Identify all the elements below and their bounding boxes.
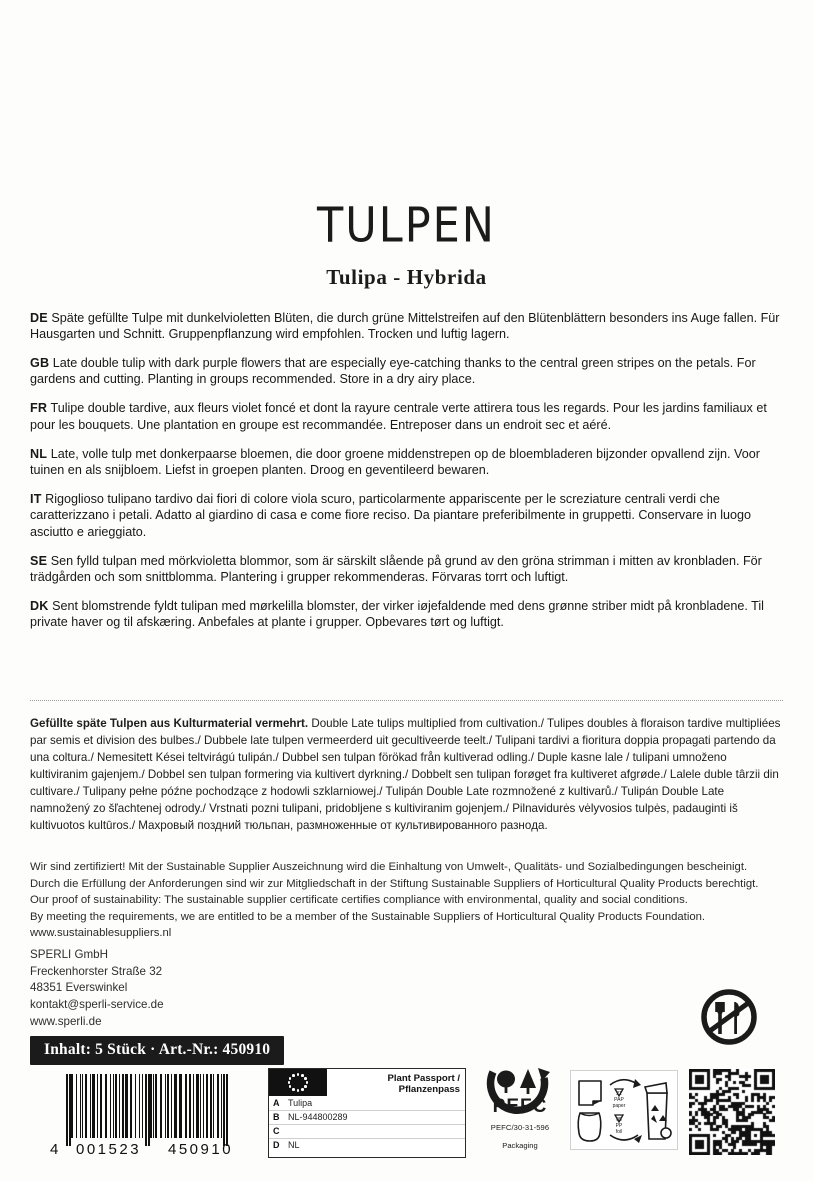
description-fr <box>30 400 783 433</box>
language-code: DE <box>30 310 48 325</box>
description-nl <box>30 446 783 479</box>
company-name: SPERLI GmbH <box>30 948 108 961</box>
description-text: Tulipe double tardive, aux fleurs violet foncé et dont la rayure centrale verte attirera tous les regards. Pour les jardins familiaux et pour les bouquets. Une plantation en groupe est recommandée. Entreposer dans un endroit sec et aéré. <box>30 401 767 432</box>
company-email: kontakt@sperli-service.de <box>30 998 164 1012</box>
pefc-mark-icon <box>480 1062 560 1117</box>
recycling-paper-number: 21 <box>616 1091 622 1097</box>
plant-passport-header <box>269 1069 465 1096</box>
company-website: www.sperli.de <box>30 1014 102 1028</box>
description-it <box>30 491 783 540</box>
pefc-logo <box>480 1062 560 1156</box>
sustainability-note <box>30 859 783 942</box>
propagation-note <box>30 716 783 834</box>
description-text: Späte gefüllte Tulpe mit dunkelvioletten Blüten, die durch grüne Mittelstreifen auf den Blütenblättern besonders ins Auge fallen. Für Hausgarten und Schnitt. Gruppenpflanzung wird empfohlen. Trocken und luftig lagern. <box>30 310 780 341</box>
barcode-digit-first: 4 <box>50 1141 60 1158</box>
plant-passport-key: A <box>273 1098 280 1108</box>
language-code: SE <box>30 553 48 568</box>
divider <box>30 700 783 701</box>
sustainability-line: Durch die Erfüllung der Anforderungen sind wir zur Mitgliedschaft in der Stiftung Sustainable Suppliers of Horticultural Quality Products berechtigt. <box>30 877 759 890</box>
description-de <box>30 310 783 343</box>
plant-passport-value: NL <box>288 1140 300 1150</box>
barcode-digits-left: 001523 <box>76 1141 142 1158</box>
no-food-icon <box>694 988 764 1046</box>
recycling-plastic-material: PP <box>615 1123 623 1129</box>
propagation-lead: Gefüllte späte Tulpen aus Kulturmaterial vermehrt. <box>30 717 309 730</box>
description-text: Late, volle tulp met donkerpaarse bloemen, die door groene middenstrepen op de bloembladeren bijzonder opvallend zijn. Voor tuinen en als snijbloem. Liefst in groepen planten. Droog en geventileerd bewaren. <box>30 446 760 477</box>
description-gb <box>30 355 783 388</box>
plant-passport-title: Plant Passport / Pflanzenpass <box>387 1073 460 1095</box>
recycling-plastic-item: foil <box>615 1129 623 1135</box>
language-code: FR <box>30 401 48 416</box>
company-street: Freckenhorster Straße 32 <box>30 964 163 978</box>
description-text: Rigoglioso tulipano tardivo dai fiori di colore viola scuro, particolarmente appariscente per le screziature centrali verdi che caratterizzano i petali. Adatto al giardino di casa e come fiore reciso. Da piantare preferibilmente in gruppetti. Conservare in luogo asciutto e arieggiato. <box>30 491 752 539</box>
plant-passport-rows <box>269 1096 465 1152</box>
plant-passport-key: D <box>273 1140 280 1150</box>
plant-passport-key: C <box>273 1126 280 1136</box>
plant-passport-row <box>269 1124 465 1138</box>
plant-passport-value: NL-944800289 <box>288 1112 348 1122</box>
language-code: NL <box>30 446 48 461</box>
plant-passport-row <box>269 1097 465 1110</box>
barcode-bars <box>66 1074 228 1138</box>
plant-passport <box>268 1068 466 1158</box>
recycling-plastic-number: 05 <box>616 1117 622 1123</box>
propagation-text: Double Late tulips multiplied from cultivation./ Tulipes doubles à floraison tardive multipliées par semis et division des bulbes./ Dubbele late tulpen vermeerderd uit gecultiveerde teelt./ Tulipani tardivi a fioritura doppia propagati partendo da una coltura./ Nemesitett Kései teltvirágú tulipán./ Dubbel sen tulpan förökad från kultiverad odling./ Duple kasne lale / tulipani umnoženo kultiviranim gajenjem./ Dobbel sen tulpan formering via kultivert dyrkning./ Dobbelt sen tulipan forøget fra kultiveret afgrøde./ Lalele duble târzii din cultivare./ Tulipany pełne późne pochodzące z hodowli szklarniowej./ Tulipán Double Late rozmnožené z kultivarů./ Tulipán Double Late namnožený zo šľachtenej odrody./ Vrstnati pozni tulipani, pridobljene s kultiviranim gojenjem./ Pilnavidurės vėlyvosios tulpės, padauginti iš kultivuotos kultūros./ Махровый поздний тюльпан, размноженные от культивированного разнoда. <box>30 717 781 832</box>
page-title: TULPEN <box>317 197 496 254</box>
description-list <box>30 297 783 639</box>
botanical-name: Tulipa - Hybrida <box>326 265 487 289</box>
plant-passport-row <box>269 1110 465 1124</box>
product-title-block <box>0 197 813 290</box>
language-code: DK <box>30 598 49 613</box>
plant-passport-row <box>269 1138 465 1152</box>
plant-passport-key: B <box>273 1112 280 1122</box>
description-text: Sen fylld tulpan med mörkvioletta blommor, som är särskilt slående på grund av den gröna strimman i mitten av kronbladen. För trädgården och som snittblomma. Plantering i grupper rekommenderas. Förvaras torrt och luftigt. <box>30 553 762 584</box>
company-city: 48351 Everswinkel <box>30 981 128 995</box>
eu-flag-icon <box>269 1069 327 1096</box>
company-address <box>30 947 164 1030</box>
sustainability-line: Our proof of sustainability: The sustainable supplier certificate certifies compliance with environmental, quality and social conditions. <box>30 894 688 907</box>
content-badge: Inhalt: 5 Stück · Art.-Nr.: 450910 <box>30 1036 284 1065</box>
ean-barcode <box>44 1074 266 1156</box>
description-dk <box>30 598 783 631</box>
sustainability-line: Wir sind zertifiziert! Mit der Sustainable Supplier Auszeichnung wird die Einhaltung von Umwelt-, Qualitäts- und Sozialbedingungen bescheinigt. <box>30 861 748 873</box>
language-code: IT <box>30 491 42 506</box>
sustainability-line: By meeting the requirements, we are entitled to be a member of the Sustainable Suppliers of Horticultural Quality Products Foundation. <box>30 910 706 923</box>
qr-code-icon[interactable] <box>689 1069 775 1155</box>
pefc-category: Packaging <box>502 1141 538 1150</box>
pefc-code: PEFC/30-31-596 <box>490 1123 550 1132</box>
description-text: Late double tulip with dark purple flowers that are especially eye-catching thanks to the central green stripes on the petals. For gardens and cutting. Planting in groups recommended. Store in a dry airy place. <box>30 355 756 387</box>
recycling-info <box>570 1070 678 1150</box>
plant-passport-value: Tulipa <box>288 1098 313 1108</box>
svg-text:PEFC: PEFC <box>492 1096 548 1117</box>
barcode-digits-right: 450910 <box>168 1141 234 1158</box>
recycling-paper-item: paper <box>612 1103 626 1109</box>
recycling-paper-material: PAP <box>614 1097 624 1103</box>
sustainability-line[interactable]: www.sustainablesuppliers.nl <box>30 927 172 940</box>
description-text: Sent blomstrende fyldt tulipan med mørkelilla blomster, der virker iøjefaldende med dens grønne striber midt på kronbladene. Til private haver og til afskæring. Anbefales at plante i grupper. Opbevares tørt og luftigt. <box>30 598 764 630</box>
language-code: GB <box>30 355 50 370</box>
description-se <box>30 553 783 586</box>
